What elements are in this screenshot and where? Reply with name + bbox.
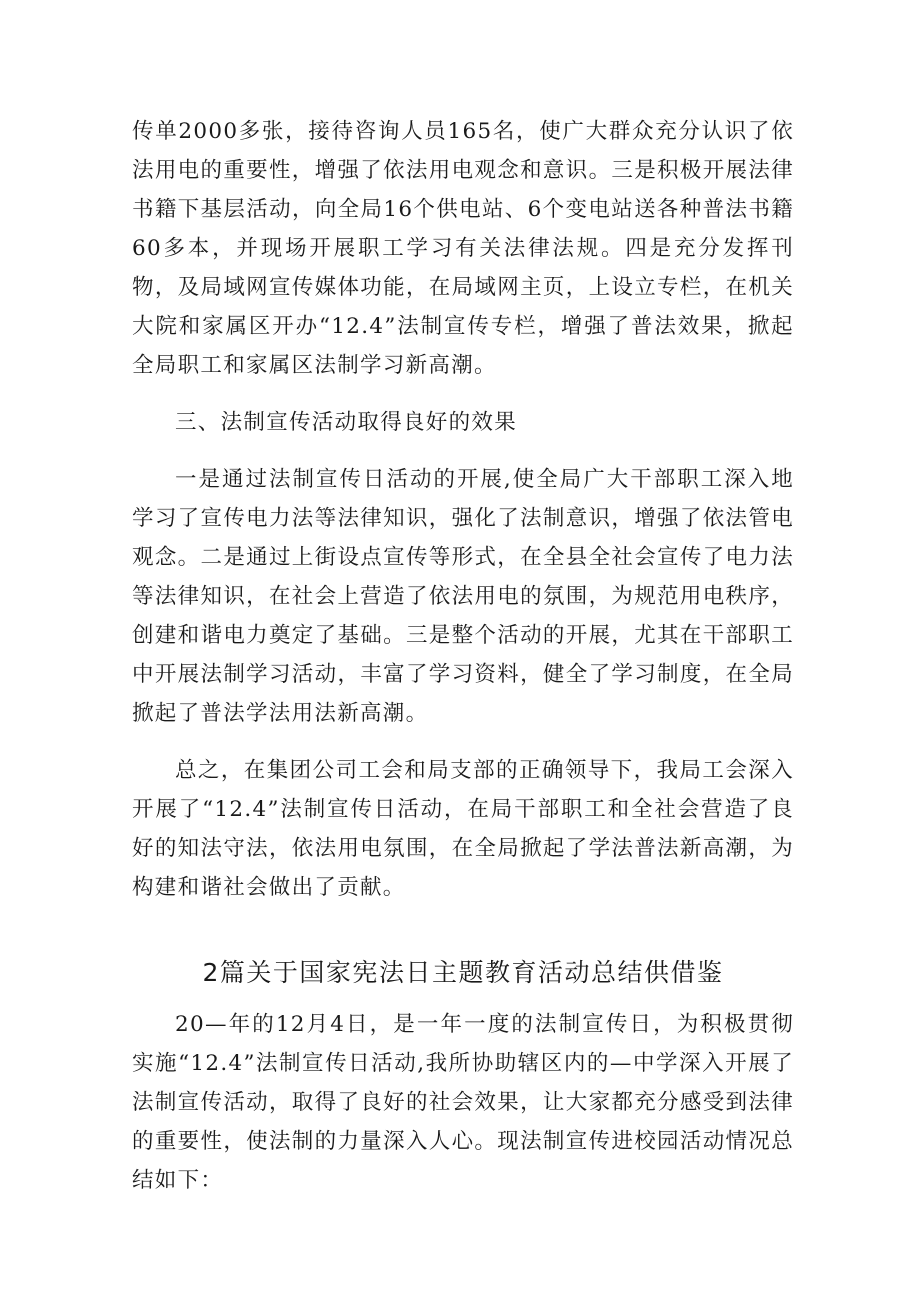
continued-paragraph: 传单2000多张，接待咨询人员165名，使广大群众充分认识了依法用电的重要性，增强了依法用电观念和意识。三是积极开展法律书籍下基层活动，向全局16个供电站、6个变电站送各种普法书籍60多本，并现场开展职工学习有关法律法规。四是充分发挥刊物，及局域网宣传媒体功能，在局域网主页，上设立专栏，在机关大院和家属区开办“12.4”法制宣传专栏，增强了普法效果，掀起全局职工和家属区法制学习新高潮。	[132, 119, 794, 378]
section-three-heading: 三、法制宣传活动取得良好的效果	[175, 410, 518, 435]
article-two-title: 2篇关于国家宪法日主题教育活动总结供借鉴	[202, 958, 724, 987]
conclusion-paragraph: 总之，在集团公司工会和局支部的正确领导下，我局工会深入开展了“12.4”法制宣传日活动，在局干部职工和全社会营造了良好的知法守法，依法用电氛围，在全局掀起了学法普法新高潮，为构建和谐社会做出了贡献。	[132, 758, 794, 900]
section-three-body: 一是通过法制宣传日活动的开展,使全局广大干部职工深入地学习了宣传电力法等法律知识，强化了法制意识，增强了依法管电观念。二是通过上街设点宣传等形式，在全县全社会宣传了电力法等法律知识，在社会上营造了依法用电的氛围，为规范用电秩序，创建和谐电力奠定了基础。三是整个活动的开展，尤其在干部职工中开展法制学习活动，丰富了学习资料，健全了学习制度，在全局掀起了普法学法用法新高潮。	[132, 467, 794, 726]
document-body	[132, 112, 794, 1200]
article-two-intro: 20—年的12月4日，是一年一度的法制宣传日，为积极贯彻实施“12.4”法制宣传日活动,我所协助辖区内的—中学深入开展了法制宣传活动，取得了良好的社会效果，让大家都充分感受到法律的重要性，使法制的力量深入人心。现法制宣传进校园活动情况总结如下：	[132, 1012, 794, 1193]
